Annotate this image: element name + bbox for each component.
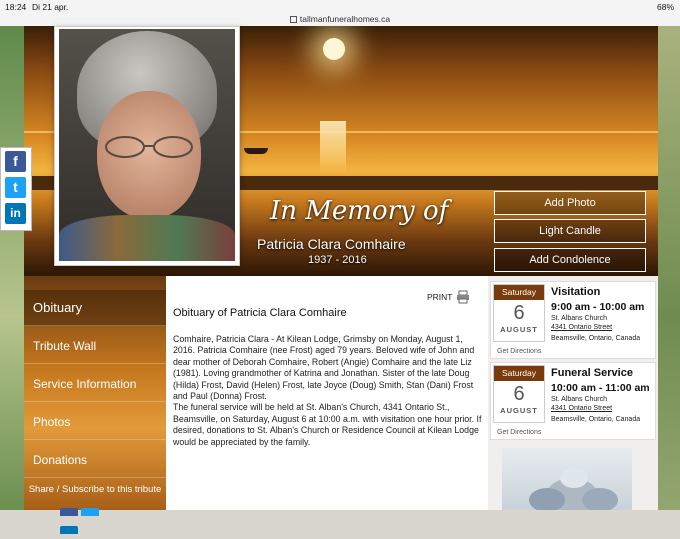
linkedin-icon[interactable]: in (5, 203, 26, 224)
deceased-name: Patricia Clara Comhaire (257, 236, 406, 252)
glasses-graphic (103, 135, 195, 159)
event-day-of-week: Saturday (494, 366, 544, 381)
page-background-right (658, 26, 680, 510)
share-twitter-icon[interactable] (81, 508, 99, 516)
status-bar (0, 0, 680, 14)
in-memory-heading: In Memory of (270, 196, 449, 226)
status-time: 18:24 (5, 2, 27, 12)
obituary-title: Obituary of Patricia Clara Comhaire (173, 307, 347, 319)
event-day: 6 (513, 383, 525, 405)
facebook-icon[interactable]: f (5, 151, 26, 172)
address-bar[interactable] (0, 14, 680, 26)
nav-item-tribute-wall[interactable]: Tribute Wall (24, 328, 166, 364)
status-date: Di 21 apr. (32, 2, 69, 12)
printer-icon[interactable] (456, 290, 470, 304)
add-condolence-button[interactable]: Add Condolence (494, 248, 646, 272)
add-photo-button[interactable]: Add Photo (494, 191, 646, 215)
event-place: St. Albans Church (551, 315, 608, 322)
sun-reflection (320, 121, 346, 173)
event-month: AUGUST (500, 406, 538, 415)
event-time: 10:00 am - 11:00 am (551, 382, 650, 394)
event-street-link[interactable]: 4341 Ontario Street (551, 405, 613, 412)
event-day-of-week: Saturday (494, 285, 544, 300)
deceased-years: 1937 - 2016 (308, 254, 367, 266)
share-facebook-icon[interactable] (60, 508, 78, 516)
obituary-paragraph: The funeral service will be held at St. Alban's Church, 4341 Ontario St., Beamsville, on Saturday, August 6 at 10:00 a.m. with visitation one hour prior. If desired, donations to St. Alban's Church or Residence Council at Kilean Lodge would be appreciated by the family. (173, 402, 482, 447)
event-title: Funeral Service (551, 367, 633, 379)
share-email-icon[interactable] (60, 526, 78, 534)
event-day: 6 (513, 302, 525, 324)
event-month: AUGUST (500, 325, 538, 334)
flowers-ad-image[interactable] (502, 448, 632, 510)
lock-icon (290, 16, 297, 23)
print-label[interactable]: PRINT (427, 292, 453, 302)
nav-item-obituary[interactable]: Obituary (24, 290, 166, 326)
event-card-funeral-service (490, 362, 656, 440)
boat-silhouette (244, 148, 268, 154)
event-city: Beamsville, Ontario, Canada (551, 335, 641, 342)
social-share-bar (0, 147, 32, 231)
sunset-sun (323, 38, 345, 60)
service-events (488, 276, 658, 510)
nav-item-photos[interactable]: Photos (24, 404, 166, 440)
event-time: 9:00 am - 10:00 am (551, 301, 645, 313)
portrait-photo (54, 26, 240, 266)
page-background-left (0, 26, 24, 510)
url-text: tallmanfuneralhomes.ca (299, 14, 391, 24)
event-card-visitation (490, 281, 656, 359)
nav-item-service-information[interactable]: Service Information (24, 366, 166, 402)
event-city: Beamsville, Ontario, Canada (551, 416, 641, 423)
get-directions-link[interactable]: Get Directions (497, 348, 542, 355)
obituary-body (173, 334, 485, 448)
share-subscribe-label: Share / Subscribe to this tribute (28, 484, 162, 495)
get-directions-link[interactable]: Get Directions (497, 429, 542, 436)
light-candle-button[interactable]: Light Candle (494, 219, 646, 243)
event-place: St. Albans Church (551, 396, 608, 403)
event-date (493, 284, 545, 342)
event-street-link[interactable]: 4341 Ontario Street (551, 324, 613, 331)
twitter-icon[interactable]: t (5, 177, 26, 198)
battery-level: 68% (656, 2, 674, 12)
event-title: Visitation (551, 286, 601, 298)
event-date (493, 365, 545, 423)
nav-item-donations[interactable]: Donations (24, 442, 166, 478)
flower-arrangement-icon (502, 448, 632, 510)
tribute-nav (24, 276, 166, 510)
obituary-panel (166, 276, 488, 510)
obituary-paragraph: Comhaire, Patricia Clara - At Kilean Lodge, Grimsby on Monday, August 1, 2016. Patricia Comhaire (nee Frost) aged 79 years. Beloved wife of John and dear mother of Deborah Comhaire, Robert (Angie) Comhaire and the late Liz (1981). Loving grandmother of Katrina and Jonathan. Sister of the late Doug (Hilda) Frost, David (Helen) Frost, late Joyce (Doug) Smith, Stan (Dani) Frost and Paul (Donna) Frost. (173, 334, 475, 402)
